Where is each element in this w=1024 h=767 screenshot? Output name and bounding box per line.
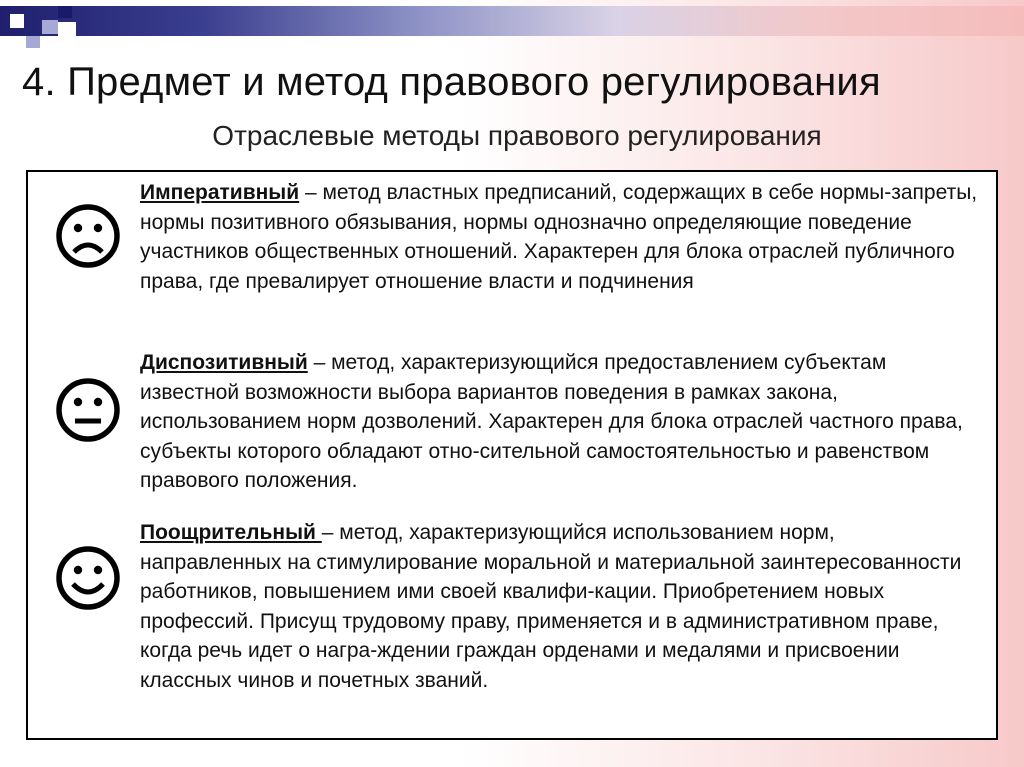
method-term: Императивный bbox=[140, 181, 300, 204]
header-decoration-band bbox=[0, 6, 1024, 36]
method-description bbox=[140, 178, 980, 296]
page-title: 4. Предмет и метод правового регулирования bbox=[22, 60, 881, 104]
method-description bbox=[140, 518, 980, 695]
method-body: – метод, характеризующийся использованием норм, направленных на стимулирование моральной и материальной заинтересованности работников, повышением ими своей квалифи-кации. Приобретением новых профессий. Присущ трудовому праву, применяется и в административном праве, когда речь идет о награ-ждении граждан орденами и медалями и присвоении классных чинов и почетных званий. bbox=[140, 521, 962, 692]
method-term: Поощрительный bbox=[140, 521, 322, 544]
page-subtitle: Отраслевые методы правового регулирования bbox=[212, 120, 822, 151]
method-term: Диспозитивный bbox=[140, 351, 308, 374]
neutral-face-icon bbox=[54, 376, 122, 444]
method-body: – метод властных предписаний, содержащих в себе нормы-запреты, нормы позитивного обязывания, нормы однозначно определяющие поведение участников общественных отношений. Характерен для блока отраслей публичного права, где превалирует отношение власти и подчинения bbox=[140, 181, 978, 293]
smile-face-icon bbox=[54, 544, 122, 612]
method-body: – метод, характеризующийся предоставлением субъектам известной возможности выбора вариантов поведения в рамках закона, использованием норм дозволений. Характерен для блока отраслей частного права, субъекты которого обладают отно-сительной самостоятельностью и равенством правового положения. bbox=[140, 351, 963, 492]
sad-face-icon bbox=[54, 202, 122, 270]
methods-panel bbox=[26, 170, 998, 740]
method-description bbox=[140, 348, 980, 496]
